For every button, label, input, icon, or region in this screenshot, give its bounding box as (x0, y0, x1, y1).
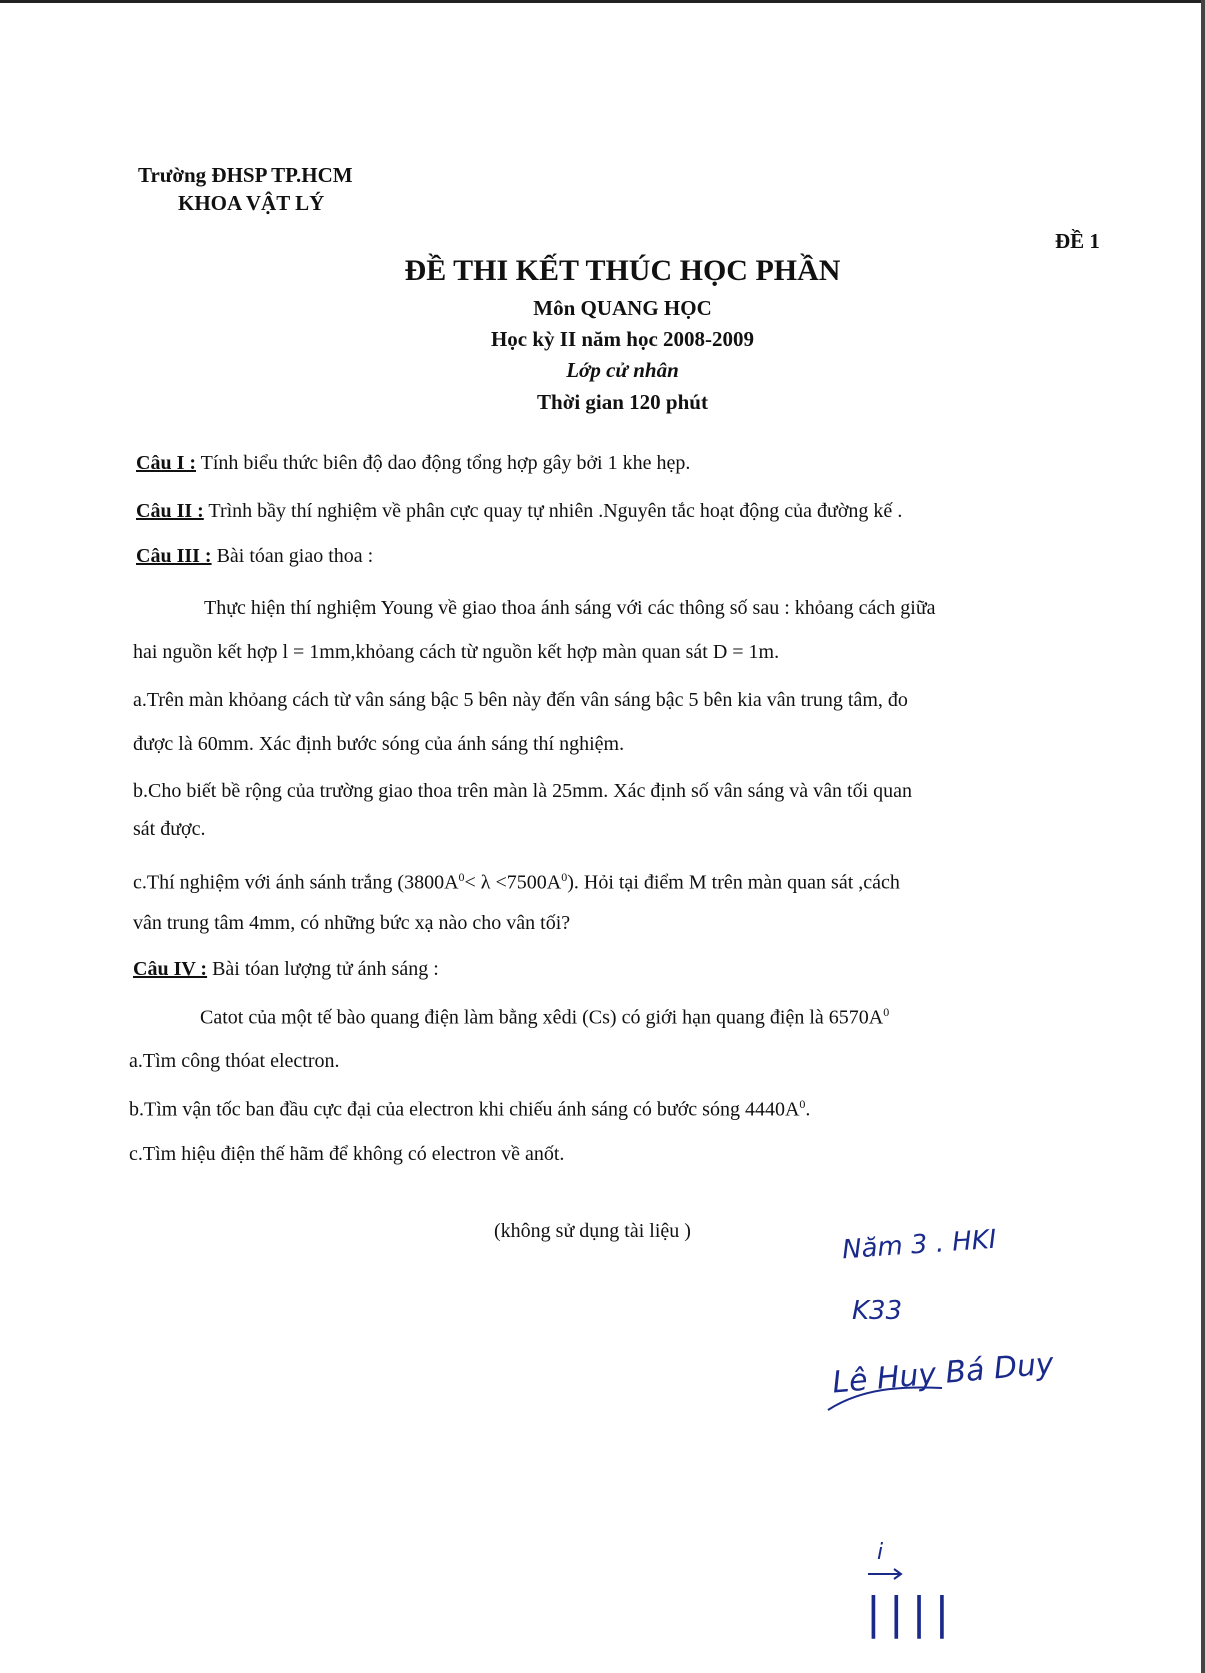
scan-edge-top (0, 0, 1205, 3)
question-3 (136, 545, 373, 568)
handwritten-tally: |||| (866, 1588, 958, 1639)
question-4-part-b-end: . (805, 1098, 811, 1121)
term: Học kỳ II năm học 2008-2009 (490, 327, 755, 351)
faculty-name: KHOA VẬT LÝ (178, 191, 325, 215)
question-2-label: Câu II : (136, 500, 204, 522)
question-4 (133, 958, 439, 981)
question-3-part-c-1 (133, 870, 900, 895)
question-3-intro-1: Thực hiện thí nghiệm Young về giao thoa ánh sáng với các thông số sau : khỏang cách giữa (204, 597, 936, 619)
scan-edge-right (1201, 0, 1205, 1673)
question-3-label: Câu III : (136, 545, 212, 567)
handwritten-cohort: K33 (852, 1296, 903, 1326)
question-3-part-a-1: a.Trên màn khỏang cách từ vân sáng bậc 5 bên này đến vân sáng bậc 5 bên kia vân trung tâm, đo (133, 689, 908, 711)
question-3-part-b-2: sát được. (133, 818, 206, 840)
exam-title: ĐỀ THI KẾT THÚC HỌC PHẦN (404, 254, 841, 287)
handwritten-year-term: Năm 3 . HKI (841, 1224, 998, 1266)
exam-code: ĐỀ 1 (1055, 229, 1100, 253)
question-4-text: Bài tóan lượng tử ánh sáng : (207, 958, 439, 980)
handwritten-page-mark: i (877, 1540, 884, 1565)
question-4-part-b (129, 1097, 810, 1122)
question-3-part-a-2: được là 60mm. Xác định bước sóng của ánh sáng thí nghiệm. (133, 733, 625, 755)
question-4-part-a: a.Tìm công thóat electron. (129, 1050, 340, 1072)
class-type: Lớp cử nhân (566, 358, 679, 382)
question-2-text: Trình bầy thí nghiệm về phân cực quay tự nhiên .Nguyên tắc hoạt động của đường kế . (203, 500, 903, 522)
superscript-zero: 0 (799, 1097, 806, 1111)
question-3-text: Bài tóan giao thoa : (211, 545, 374, 567)
question-1-label: Câu I : (136, 452, 197, 474)
footer-note: (không sử dụng tài liệu ) (494, 1220, 691, 1242)
signature-underline (822, 1378, 1062, 1418)
arrow-mark-icon (866, 1566, 906, 1580)
question-1 (136, 452, 690, 475)
superscript-zero: 0 (561, 870, 568, 884)
question-3-part-c-1c: ). Hỏi tại điểm M trên màn quan sát ,cách (567, 871, 900, 894)
question-4-intro-text: Catot của một tế bào quang điện làm bằng xêdi (Cs) có giới hạn quang điện là 6570A (200, 1006, 884, 1029)
question-4-part-c: c.Tìm hiệu điện thế hãm để không có electron về anốt. (129, 1143, 565, 1165)
handwritten-student-name: Lê Huy Bá Duy (830, 1346, 1056, 1401)
duration: Thời gian 120 phút (537, 390, 708, 414)
question-4-intro (200, 1005, 889, 1030)
question-3-intro-2: hai nguồn kết hợp l = 1mm,khỏang cách từ nguồn kết hợp màn quan sát D = 1m. (133, 641, 780, 663)
school-name: Trường ĐHSP TP.HCM (138, 163, 353, 187)
question-3-part-c-1a: c.Thí nghiệm với ánh sánh trắng (3800A (133, 871, 459, 894)
subject: Môn QUANG HỌC (533, 296, 712, 320)
question-4-part-b-text: b.Tìm vận tốc ban đầu cực đại của electron khi chiếu ánh sáng có bước sóng 4440A (129, 1098, 800, 1121)
question-3-part-b-1: b.Cho biết bề rộng của trường giao thoa trên màn là 25mm. Xác định số vân sáng và vân tối quan (133, 780, 913, 802)
question-3-part-c-2: vân trung tâm 4mm, có những bức xạ nào cho vân tối? (133, 912, 571, 934)
superscript-zero: 0 (883, 1005, 890, 1019)
question-1-text: Tính biểu thức biên độ dao động tổng hợp gây bởi 1 khe hẹp. (196, 452, 691, 474)
superscript-zero: 0 (458, 870, 465, 884)
question-4-label: Câu IV : (133, 958, 208, 980)
question-2 (136, 500, 902, 523)
question-3-part-c-1b: < λ <7500A (464, 871, 562, 894)
